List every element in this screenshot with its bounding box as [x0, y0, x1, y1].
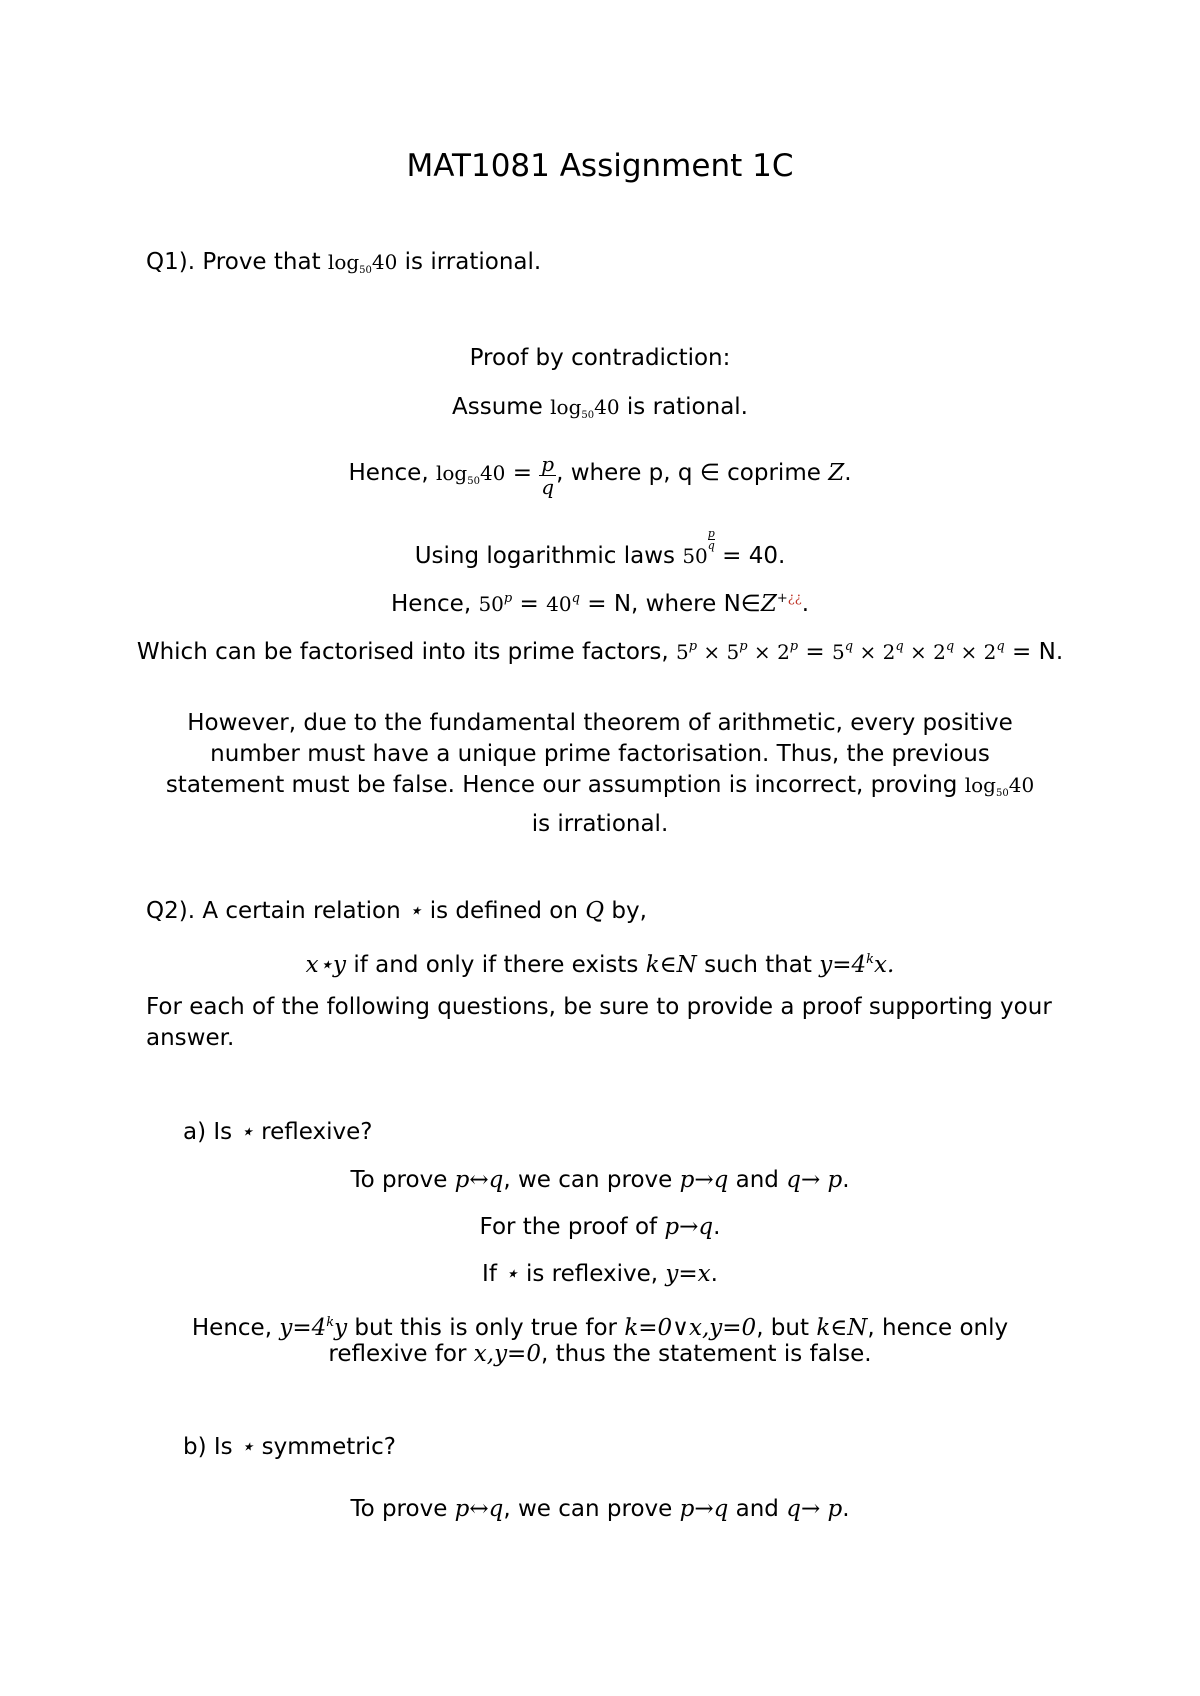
factor-two: 2: [933, 640, 946, 664]
assume-line: [0, 392, 1200, 431]
log-base: 50: [581, 410, 595, 421]
log-arg: 40: [1008, 773, 1035, 797]
exponent-p: p: [739, 639, 748, 654]
log-word: log: [964, 773, 996, 797]
log-base: 50: [995, 788, 1009, 799]
hence2-post: = N, where N∈: [579, 591, 761, 617]
log-word: log: [327, 250, 360, 274]
exponent-q: q: [571, 591, 580, 606]
exponent-k: k: [866, 952, 875, 967]
part-a-line-3: [0, 1259, 1200, 1290]
exponent-fraction: [708, 528, 715, 551]
laws-pre: Using logarithmic laws: [414, 543, 683, 569]
log-laws-line: [0, 528, 1200, 572]
is-reflexive-text: is reflexive,: [518, 1261, 666, 1287]
fraction-p-over-q: [539, 453, 556, 498]
implication-p-q: p→q: [679, 1496, 729, 1522]
implication-q-p: q→ p: [786, 1167, 843, 1193]
exponent-q: q: [996, 639, 1005, 654]
log-expression: [328, 250, 397, 274]
period: .: [710, 1261, 718, 1287]
factor-pre: Which can be factorised into its prime factors,: [136, 639, 676, 665]
part-a-line-1: [0, 1165, 1200, 1196]
laws-base: 50: [682, 544, 708, 568]
implication-p-q: p→q: [679, 1167, 729, 1193]
factor-two: 2: [777, 640, 790, 664]
but-text: , but: [756, 1315, 817, 1341]
q2-prompt-pre: Q2). A certain relation: [146, 898, 408, 924]
to-prove-text: To prove: [350, 1496, 455, 1522]
only-true-text: but this is only true for: [347, 1315, 625, 1341]
part-a-heading: [183, 1117, 373, 1148]
biconditional-expr: p↔q: [454, 1167, 504, 1193]
log-arg: 40: [371, 250, 398, 274]
q2-prompt: [146, 896, 647, 927]
part-b-heading: [183, 1432, 396, 1463]
part-b-line-1: [0, 1494, 1200, 1525]
plus-sign: +: [776, 591, 788, 606]
q1-prompt-pre: Q1). Prove that: [146, 249, 328, 275]
equation-y-eq-4: y=4: [819, 952, 867, 978]
element-of-symbol: ∈: [659, 952, 677, 978]
log-word: log: [550, 395, 582, 419]
reflexive-for-text: reflexive for: [328, 1341, 474, 1367]
hence-only-text: , hence only: [867, 1315, 1009, 1341]
factor-five: 5: [726, 640, 740, 664]
times-sign: ×: [853, 640, 883, 664]
and-text: and: [728, 1496, 787, 1522]
conclusion-text: However, due to the fundamental theorem of arithmetic, every positive number must have a unique prime factorisation. Thus, the previous statement must be false. Hence our assumption is incorrect, proving: [165, 710, 1013, 798]
factor-two: 2: [983, 640, 997, 664]
to-prove-text: To prove: [350, 1167, 455, 1193]
exponent-p: p: [503, 591, 513, 606]
assume-pre: Assume: [452, 394, 551, 420]
period: .: [844, 460, 852, 486]
definition-such: such that: [696, 952, 820, 978]
log-base: 50: [359, 265, 372, 276]
hence2-pre: Hence,: [391, 591, 479, 617]
period: .: [713, 1214, 721, 1240]
times-sign: ×: [903, 640, 934, 664]
factorise-line: [130, 631, 1070, 668]
fraction-numerator: p: [541, 452, 555, 476]
prime-factor-expression: [676, 640, 798, 664]
positive-superscript: [777, 591, 802, 606]
times-sign: ×: [697, 640, 727, 664]
equation-y-eq-x: y=x: [665, 1261, 711, 1287]
equals-sign: =: [798, 639, 833, 665]
we-can-prove-text: , we can prove: [503, 1496, 680, 1522]
q2-instruction: For each of the following questions, be sure to provide a proof supporting your answer.: [146, 994, 1052, 1051]
base-forty: 40: [546, 592, 572, 616]
part-a-label: a) Is: [183, 1119, 240, 1145]
exponent-p: p: [789, 639, 799, 654]
render-error-glyph: ¿¿: [787, 591, 802, 606]
fraction-denominator: q: [541, 475, 555, 499]
xy-zero-expr: x,y=0: [473, 1341, 541, 1367]
exponent-q: q: [844, 639, 854, 654]
page-title: MAT1081 Assignment 1C: [406, 148, 794, 184]
equation-y-eq-4: y=4: [279, 1315, 327, 1341]
integer-set-symbol: Z: [828, 460, 845, 486]
integer-set-symbol: Z: [760, 591, 777, 617]
q1-prompt: [146, 247, 541, 286]
implication-p-q: p→q: [664, 1214, 714, 1240]
part-a-line-5: [0, 1339, 1200, 1370]
times-sign: ×: [747, 640, 778, 664]
hence-post: , where p, q ∈ coprime: [556, 460, 829, 486]
exponent-numerator: p: [707, 527, 715, 540]
equals-sign: =: [505, 460, 540, 486]
hence-pre: Hence,: [348, 460, 436, 486]
relation-star-symbol: ⋆: [318, 952, 334, 978]
statement-false-text: , thus the statement is false.: [540, 1341, 872, 1367]
part-a-line-2: [0, 1212, 1200, 1243]
q1-prompt-post: is irrational.: [397, 249, 542, 275]
exponent-q: q: [895, 639, 904, 654]
base-fifty: 50: [478, 592, 504, 616]
log-expression: [436, 461, 505, 485]
part-b-question: symmetric?: [254, 1434, 396, 1460]
relation-star-symbol: ⋆: [407, 898, 423, 924]
log-word: log: [435, 461, 468, 485]
log-arg: 40: [594, 395, 620, 419]
and-text: and: [728, 1167, 787, 1193]
relation-star-symbol: ⋆: [239, 1119, 254, 1145]
period: .: [842, 1496, 850, 1522]
var-x: x: [305, 952, 319, 978]
var-y: y: [334, 1315, 348, 1341]
conclusion-end: is irrational.: [531, 811, 669, 837]
prime-factor-expression: [832, 640, 1005, 664]
factor-five: 5: [675, 640, 689, 664]
relation-star-symbol: ⋆: [239, 1434, 255, 1460]
condition-expr: k=0∨x,y=0: [624, 1315, 757, 1341]
var-k: k: [645, 952, 660, 978]
implication-q-p: q→ p: [786, 1496, 843, 1522]
period: .: [842, 1167, 850, 1193]
exponent-p: p: [688, 639, 698, 654]
factor-end: = N.: [1004, 639, 1064, 665]
times-sign: ×: [954, 640, 984, 664]
exponent-k: k: [326, 1315, 335, 1330]
relation-definition: [0, 944, 1200, 981]
part-b-label: b) Is: [183, 1434, 240, 1460]
factor-five: 5: [832, 640, 845, 664]
log-expression: [550, 395, 619, 419]
hence-fraction-line: [0, 453, 1200, 498]
hence-text: Hence,: [191, 1315, 280, 1341]
var-y: y: [333, 952, 347, 978]
laws-post: = 40.: [714, 543, 786, 569]
log-base: 50: [467, 476, 480, 487]
equation-end: x.: [874, 952, 895, 978]
period: .: [801, 591, 809, 617]
natural-set-symbol: N: [676, 952, 697, 978]
proof-of-text: For the proof of: [479, 1214, 665, 1240]
log-expression: [965, 773, 1034, 797]
exponent-denominator: q: [707, 539, 715, 552]
hence-power-line: [0, 583, 1200, 620]
exponent-q: q: [945, 639, 955, 654]
we-can-prove-text: , we can prove: [503, 1167, 680, 1193]
biconditional-expr: p↔q: [454, 1496, 504, 1522]
q2-prompt-post: by,: [604, 898, 647, 924]
if-text: If: [482, 1261, 505, 1287]
q2-prompt-mid: is defined on: [422, 898, 586, 924]
definition-mid: if and only if there exists: [346, 952, 646, 978]
equals-sign: =: [512, 591, 547, 617]
relation-star-symbol: ⋆: [504, 1261, 519, 1287]
proof-heading: Proof by contradiction:: [469, 345, 731, 371]
conclusion-paragraph: [160, 708, 1040, 840]
log-arg: 40: [479, 461, 506, 485]
rational-set-symbol: Q: [585, 898, 605, 924]
factor-two: 2: [882, 640, 896, 664]
k-in-n-expr: k∈N: [816, 1315, 868, 1341]
assume-post: is rational.: [619, 394, 748, 420]
part-a-question: reflexive?: [253, 1119, 373, 1145]
